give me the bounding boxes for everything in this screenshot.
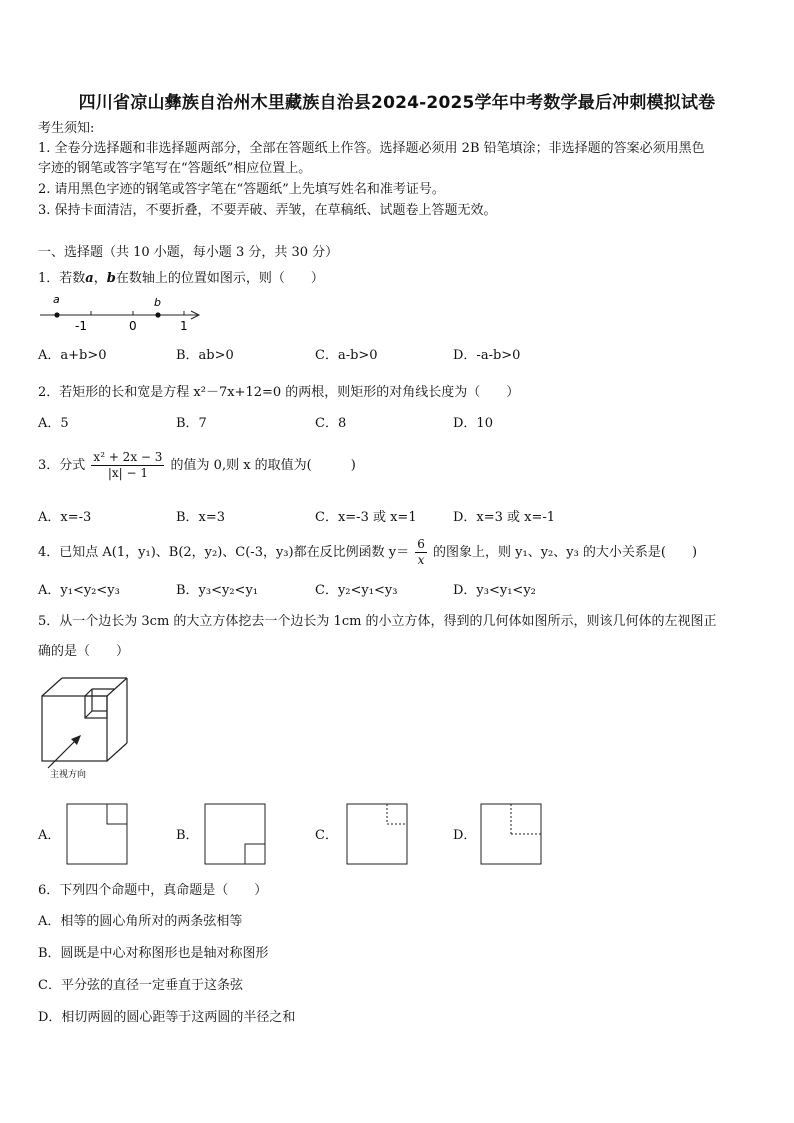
point-a (54, 312, 59, 317)
q5-option-b-label[interactable]: B． (176, 828, 199, 843)
q1-option-b[interactable]: B．ab>0 (176, 348, 234, 363)
question-6-stem: 6．下列四个命题中，真命题是（ ） (38, 883, 268, 898)
tick-label-0: 0 (129, 319, 137, 333)
q5-option-d-figure[interactable] (480, 803, 542, 865)
q3-option-b[interactable]: B．x=3 (176, 510, 226, 525)
q3-option-a[interactable]: A．x=-3 (38, 510, 92, 525)
q3-option-d[interactable]: D．x=3 或 x=-1 (453, 510, 556, 525)
q4-option-c[interactable]: C．y₂<y₁<y₃ (315, 583, 398, 598)
notice-item-2: 2. 请用黑色字迹的钢笔或答字笔在“答题纸”上先填写姓名和准考证号。 (38, 182, 445, 197)
q5-option-b-figure[interactable] (204, 803, 266, 865)
q6-option-b[interactable]: B．圆既是中心对称图形也是轴对称图形 (38, 946, 269, 961)
question-2-stem: 2．若矩形的长和宽是方程 x²－7x+12=0 的两根，则矩形的对角线长度为（ ） (38, 385, 520, 400)
point-b (155, 312, 160, 317)
question-5-stem-line1: 5．从一个边长为 3cm 的大立方体挖去一个边长为 1cm 的小立方体，得到的几何体如图所示，则该几何体的左视图正 (38, 614, 717, 629)
view-direction-arrow (48, 738, 78, 768)
notice-item-3: 3. 保持卡面清洁，不要折叠，不要弄破、弄皱，在草稿纸、试题卷上答题无效。 (38, 203, 497, 218)
notice-heading: 考生须知: (38, 121, 95, 136)
q4-option-b[interactable]: B．y₃<y₂<y₁ (176, 583, 259, 598)
q4-option-a[interactable]: A．y₁<y₂<y₃ (38, 583, 120, 598)
question-4-stem: 4．已知点 A(1，y₁)、B(2，y₂)、C(-3，y₃)都在反比例函数 y＝ $\frac{6}{x}$ 的图象上，则 y₁、y₂、y₃ 的大小关系是( ) (38, 537, 698, 567)
q2-option-d[interactable]: D．10 (453, 416, 493, 431)
tick-label-1: 1 (180, 319, 188, 333)
q1-option-c[interactable]: C．a-b>0 (315, 348, 378, 363)
q5-option-a-figure[interactable] (66, 803, 128, 865)
label-a: a (53, 293, 60, 306)
q1-option-d[interactable]: D．-a-b>0 (453, 348, 521, 363)
q6-option-a[interactable]: A．相等的圆心角所对的两条弦相等 (38, 914, 243, 929)
q3-option-c[interactable]: C．x=-3 或 x=1 (315, 510, 417, 525)
page-title: 四川省凉山彝族自治州木里藏族自治县2024-2025学年中考数学最后冲刺模拟试卷 (78, 93, 716, 113)
q3-fraction: $\frac{\text{x² + 2x − 3}}{|x| - 1}$ (93, 450, 163, 480)
q4-fraction: $\frac{6}{x}$ (417, 537, 425, 567)
question-5-stem-line2: 确的是（ ） (38, 644, 130, 659)
label-b: b (154, 296, 161, 309)
figure-caption: 主视方向 (50, 770, 87, 780)
q5-option-c-figure[interactable] (346, 803, 408, 865)
notice-item-1: 1. 全卷分选择题和非选择题两部分，全部在答题纸上作答。选择题必须用 2B 铅笔填涂；非选择题的答案必须用黑色 (38, 141, 705, 156)
q5-option-d-label[interactable]: D． (453, 828, 477, 843)
q5-option-a-label[interactable]: A． (38, 828, 61, 843)
question-3-stem: 3．分式 $\frac{\text{x² + 2x − 3}}{|x| - 1}$ 的值为 0,则 x 的取值为( ) (38, 450, 356, 480)
q2-option-c[interactable]: C．8 (315, 416, 347, 431)
q2-option-b[interactable]: B．7 (176, 416, 207, 431)
cube-solid-figure (36, 676, 136, 782)
section-heading: 一、选择题（共 10 小题，每小题 3 分，共 30 分） (38, 245, 339, 260)
question-1-stem: 1．若数a，b在数轴上的位置如图示，则（ ） (38, 271, 324, 286)
q1-option-a[interactable]: A．a+b>0 (38, 348, 107, 363)
notice-item-1-cont: 字迹的钢笔或答字笔写在“答题纸”相应位置上。 (38, 161, 312, 176)
q6-option-d[interactable]: D．相切两圆的圆心距等于这两圆的半径之和 (38, 1010, 296, 1025)
number-line-figure (36, 292, 206, 334)
tick-label-neg1: -1 (75, 319, 87, 333)
q2-option-a[interactable]: A．5 (38, 416, 69, 431)
q6-option-c[interactable]: C．平分弦的直径一定垂直于这条弦 (38, 978, 243, 993)
q5-option-c-label[interactable]: C． (315, 828, 338, 843)
q4-option-d[interactable]: D．y₃<y₁<y₂ (453, 583, 536, 598)
